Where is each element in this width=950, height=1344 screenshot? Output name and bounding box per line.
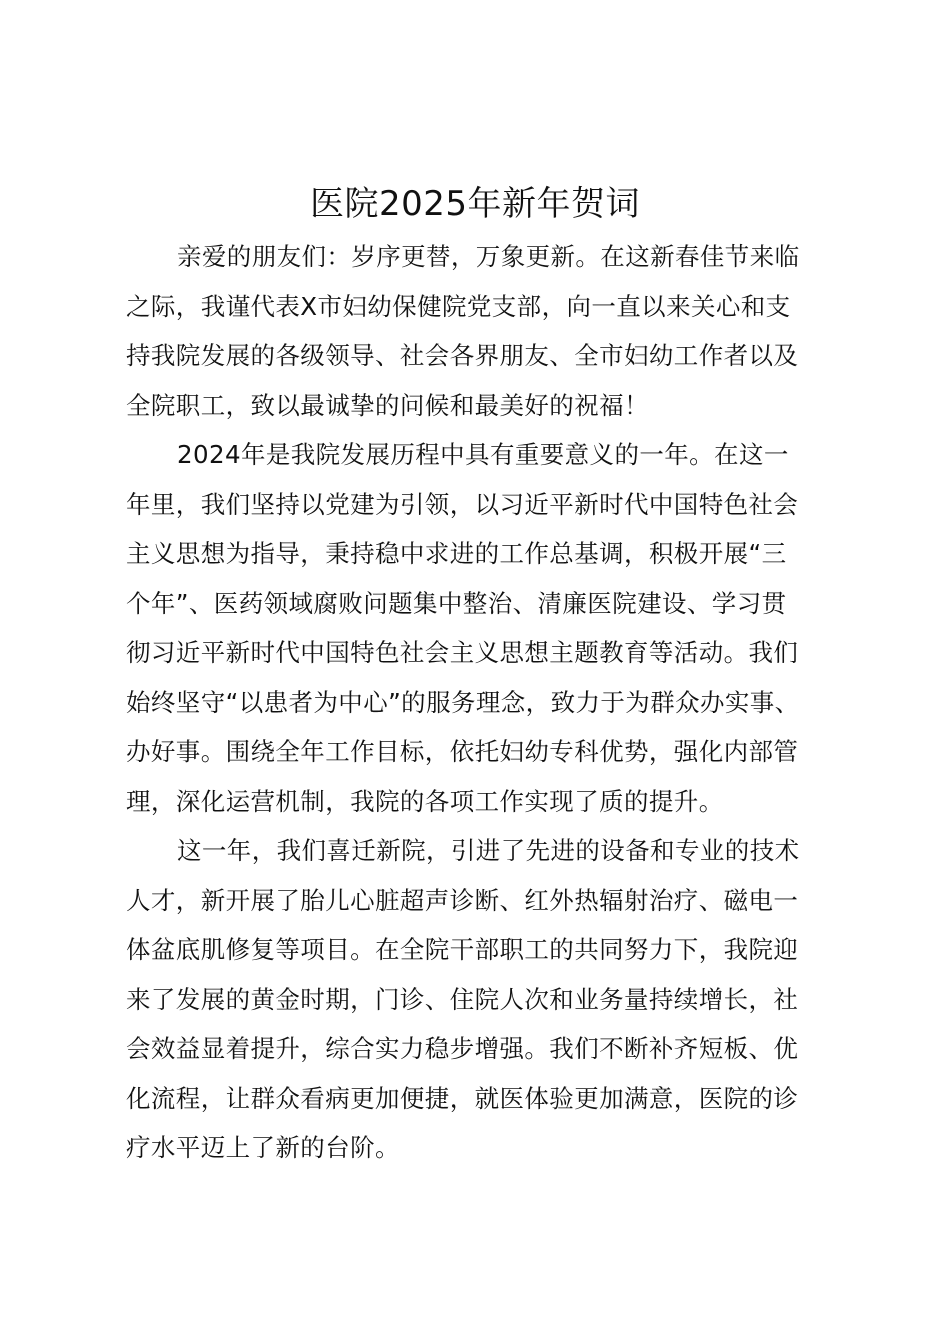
- paragraph-3-line-3: 体盆底肌修复等项目。在全院干部职工的共同努力下，我院迎: [126, 935, 799, 964]
- paragraph-2-line-8: 理，深化运营机制，我院的各项工作实现了质的提升。: [126, 786, 724, 816]
- paragraph-3-line-7: 疗水平迈上了新的台阶。: [126, 1133, 400, 1162]
- paragraph-1-line-2: 之际，我谨代表X市妇幼保健院党支部，向一直以来关心和支: [126, 291, 791, 321]
- document-body: [126, 232, 846, 1173]
- paragraph-3-line-2: 人才，新开展了胎儿心脏超声诊断、红外热辐射治疗、磁电一: [126, 885, 799, 915]
- paragraph-3-line-6: 化流程，让群众看病更加便捷，就医体验更加满意，医院的诊: [126, 1083, 799, 1113]
- paragraph-3-line-5: 会效益显着提升，综合实力稳步增强。我们不断补齐短板、优: [126, 1034, 799, 1063]
- document-title: 医院2025年新年贺词: [309, 184, 641, 224]
- paragraph-1-line-1: 亲爱的朋友们：岁序更替，万象更新。在这新春佳节来临: [177, 242, 800, 271]
- paragraph-2-line-2: 年里，我们坚持以党建为引领，以习近平新时代中国特色社会: [126, 489, 799, 519]
- paragraph-2-line-3: 主义思想为指导，秉持稳中求进的工作总基调，积极开展“三: [126, 539, 787, 568]
- paragraph-2-line-5: 彻习近平新时代中国特色社会主义思想主题教育等活动。我们: [126, 638, 799, 667]
- paragraph-2-line-4: 个年”、医药领域腐败问题集中整治、清廉医院建设、学习贯: [126, 588, 787, 618]
- paragraph-2-line-6: 始终坚守“以患者为中心”的服务理念，致力于为群众办实事、: [126, 687, 800, 717]
- paragraph-1-line-3: 持我院发展的各级领导、社会各界朋友、全市妇幼工作者以及: [126, 341, 799, 370]
- paragraph-2-line-1: 2024年是我院发展历程中具有重要意义的一年。在这一: [177, 440, 789, 469]
- paragraph-2-line-7: 办好事。围绕全年工作目标，依托妇幼专科优势，强化内部管: [126, 737, 799, 766]
- paragraph-3-line-4: 来了发展的黄金时期，门诊、住院人次和业务量持续增长，社: [126, 984, 799, 1014]
- paragraph-1-line-4: 全院职工，致以最诚挚的问候和最美好的祝福！: [126, 390, 649, 420]
- paragraph-3-line-1: 这一年，我们喜迁新院，引进了先进的设备和专业的技术: [177, 836, 800, 865]
